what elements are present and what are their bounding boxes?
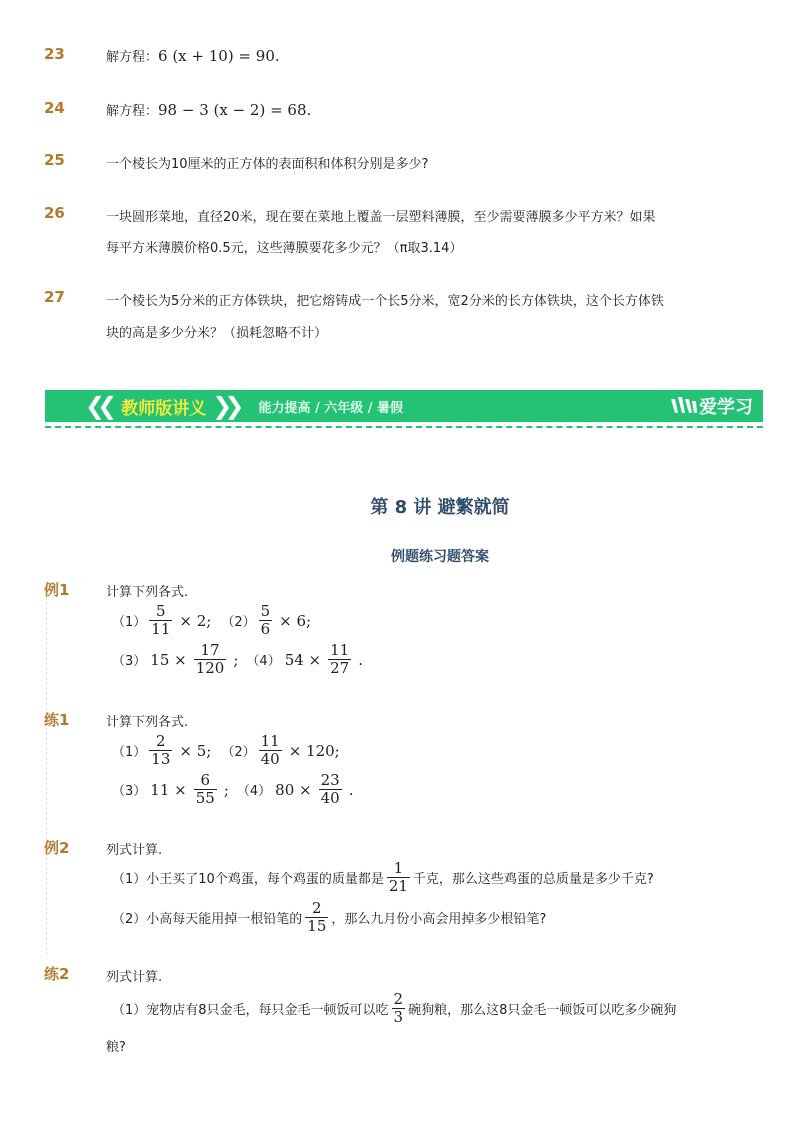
question-text: [106, 100, 311, 119]
question-number: 26: [44, 204, 65, 222]
practice-2-label: 练2: [44, 965, 70, 983]
banner-title: 教师版讲义: [121, 398, 207, 419]
fraction: [392, 991, 406, 1026]
example-1-row2: [112, 642, 367, 677]
expression-tail: × 2;: [179, 611, 212, 630]
expression-tail: ;: [233, 650, 239, 669]
brand-mark-icon: [669, 395, 699, 417]
practice-1-row1: [112, 733, 344, 768]
header-banner: [45, 390, 763, 422]
left-guide-line: [46, 592, 47, 955]
question-number: 27: [44, 288, 65, 306]
denominator: 40: [260, 750, 280, 768]
numerator: 17: [200, 641, 220, 659]
item-index: （4）: [246, 654, 281, 669]
example-2-label: 例2: [44, 839, 70, 857]
lecture-title: 第 8 讲 避繁就简: [370, 497, 510, 518]
fraction: [194, 772, 217, 807]
question-text: 碗狗粮，那么这8只金毛一顿饭可以吃多少碗狗: [408, 1003, 677, 1018]
denominator: 120: [195, 659, 225, 677]
expression-tail: × 6;: [279, 611, 312, 630]
expression-tail: × 120;: [288, 741, 340, 760]
question-number: 25: [44, 151, 65, 169]
denominator: 27: [330, 659, 350, 677]
equation: 6 (x + 10) = 90.: [158, 47, 280, 65]
fraction: [259, 733, 282, 768]
denominator: 11: [151, 620, 171, 638]
fraction: [149, 733, 172, 768]
practice-2-question-1: [112, 991, 676, 1026]
question-text-line1: 一个棱长为5分米的正方体铁块，把它熔铸成一个长5分米，宽2分米的长方体铁块，这个长方体铁: [106, 294, 664, 309]
fraction: [194, 642, 227, 677]
item-index: （1）: [112, 615, 147, 630]
example-1-label: 例1: [44, 581, 70, 599]
banner-subtitle: 能力提高 / 六年级 / 暑假: [258, 400, 404, 416]
fraction: [305, 900, 328, 935]
brand-name: 爱学习: [699, 397, 753, 418]
numerator: 11: [260, 732, 280, 750]
double-chevron-right-icon: ❯❯: [212, 392, 237, 420]
fraction: [259, 603, 273, 638]
fraction: [387, 860, 410, 895]
practice-1-row2: [112, 772, 357, 807]
numerator: 6: [200, 771, 211, 789]
question-text: （1）宠物店有8只金毛，每只金毛一顿饭可以吃: [112, 1003, 389, 1018]
section-title: 例题练习题答案: [391, 549, 489, 565]
expression-tail: × 5;: [179, 741, 212, 760]
equation: 98 − 3 (x − 2) = 68.: [158, 101, 312, 119]
expression-head: 54 ×: [284, 650, 322, 669]
item-index: （2）: [221, 745, 256, 760]
numerator: 2: [393, 990, 404, 1008]
denominator: 55: [195, 789, 215, 807]
fraction: [149, 603, 172, 638]
denominator: 21: [388, 877, 408, 895]
item-index: （2）: [221, 615, 256, 630]
item-index: （3）: [112, 654, 147, 669]
question-number: 24: [44, 99, 65, 117]
question-text-line2: 块的高是多少分米？（损耗忽略不计）: [106, 326, 328, 341]
expression-head: 11 ×: [150, 780, 187, 799]
question-text: 一个棱长为10厘米的正方体的表面积和体积分别是多少?: [106, 157, 429, 172]
item-index: （1）: [112, 745, 147, 760]
example-2-question-2: [112, 900, 546, 935]
question-text-line1: 一块圆形菜地，直径20米，现在要在菜地上覆盖一层塑料薄膜，至少需要薄膜多少平方米？如果: [106, 210, 656, 225]
question-prefix: 解方程：: [106, 50, 159, 65]
numerator: 23: [320, 771, 340, 789]
question-text: （2）小高每天能用掉一根铅笔的: [112, 912, 303, 927]
fraction: [319, 772, 342, 807]
example-1-row1: [112, 603, 315, 638]
denominator: 6: [260, 620, 271, 638]
question-text: 千克，那么这些鸡蛋的总质量是多少千克?: [412, 872, 654, 887]
expression-tail: ;: [223, 780, 229, 799]
numerator: 2: [312, 899, 322, 917]
numerator: 5: [260, 602, 271, 620]
practice-1-label: 练1: [44, 711, 70, 729]
banner-divider: [45, 426, 763, 428]
expression-head: 80 ×: [275, 780, 312, 799]
question-text: [106, 46, 280, 65]
denominator: 15: [307, 917, 327, 935]
brand-logo: [669, 393, 753, 419]
item-index: （3）: [112, 784, 147, 799]
denominator: 40: [320, 789, 340, 807]
practice-1-prompt: 计算下列各式.: [106, 715, 189, 730]
example-2-prompt: 列式计算.: [106, 843, 163, 858]
question-text: ，那么九月份小高会用掉多少根铅笔?: [331, 912, 547, 927]
example-1-prompt: 计算下列各式.: [106, 585, 189, 600]
question-text: （1）小王买了10个鸡蛋，每个鸡蛋的质量都是: [112, 872, 384, 887]
question-prefix: 解方程：: [106, 104, 159, 119]
example-2-question-1: [112, 860, 654, 895]
expression-head: 15 ×: [150, 650, 187, 669]
numerator: 11: [330, 641, 350, 659]
numerator: 5: [156, 602, 166, 620]
double-chevron-left-icon: ❮❮: [85, 392, 110, 420]
practice-2-question-1-continuation: 粮?: [106, 1040, 126, 1055]
expression-tail: .: [358, 650, 364, 669]
item-index: （4）: [236, 784, 272, 799]
fraction: [328, 642, 351, 677]
question-number: 23: [44, 45, 65, 63]
question-text-line2: 每平方米薄膜价格0.5元，这些薄膜要花多少元？（π取3.14）: [106, 241, 463, 256]
denominator: 13: [151, 750, 171, 768]
expression-tail: .: [348, 780, 354, 799]
practice-2-prompt: 列式计算.: [106, 970, 163, 985]
denominator: 3: [393, 1008, 404, 1026]
numerator: 2: [156, 732, 166, 750]
numerator: 1: [393, 859, 404, 877]
